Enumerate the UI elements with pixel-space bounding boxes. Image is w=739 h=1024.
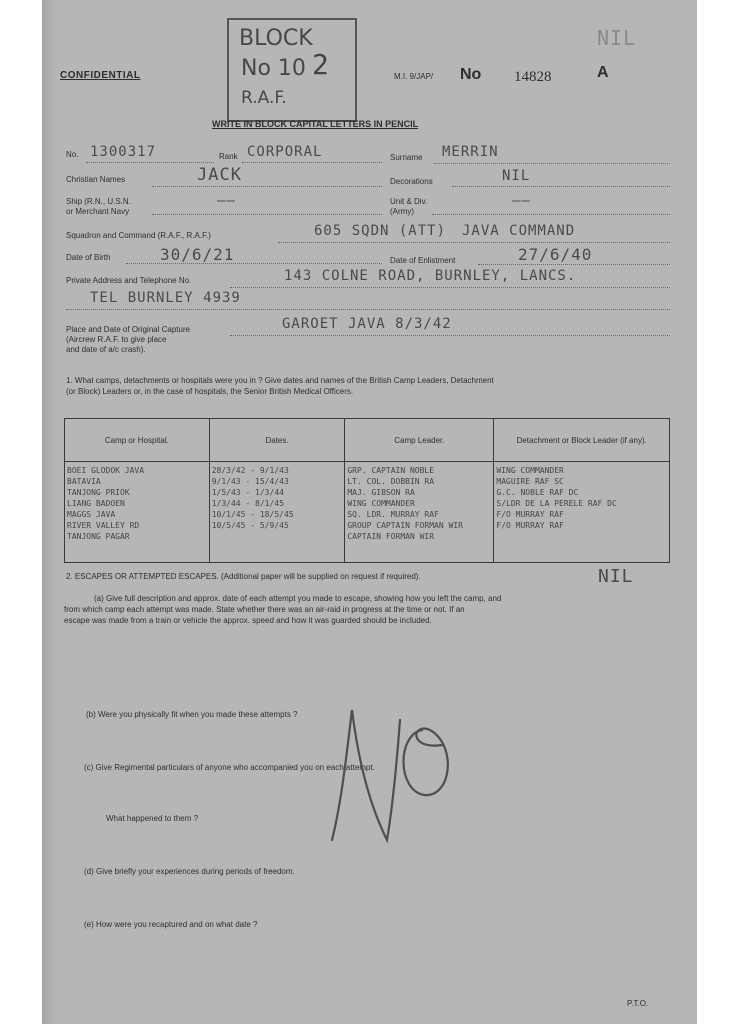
q2d-text: (d) Give briefly your experiences during periods of freedom. [84, 867, 295, 876]
cell-text: TANJONG PRIOK [67, 488, 130, 497]
cell-text: WING COMMANDER [496, 466, 564, 475]
service-no-value: 1300317 [90, 144, 157, 160]
capture-value: GAROET JAVA 8/3/42 [282, 316, 452, 332]
capture-label-2: (Aircrew R.A.F. to give place [66, 335, 167, 344]
camps-cell [65, 462, 210, 563]
stamp-line-2: No 10 [241, 56, 306, 81]
rank-value: CORPORAL [247, 144, 323, 160]
christian-names-label: Christian Names [66, 175, 126, 184]
cell-text: LT. COL. DOBBIN RA [347, 477, 435, 486]
cell-text: F/O MURRAY RAF [496, 510, 564, 519]
block-stamp [227, 18, 357, 122]
dotted-line [152, 214, 382, 215]
cell-text: GROUP CAPTAIN FORMAN WIR [347, 521, 463, 530]
instruction-heading: WRITE IN BLOCK CAPITAL LETTERS IN PENCIL [212, 119, 419, 129]
page-shadow [42, 0, 56, 1024]
camp-leader-cell [345, 462, 494, 563]
cell-text: BOEI GLODOK JAVA [67, 466, 145, 475]
dotted-line [432, 214, 670, 215]
dates-cell [209, 462, 345, 563]
unit-value: —— [512, 193, 531, 209]
dotted-line [478, 264, 670, 265]
dotted-line [452, 186, 670, 187]
cell-text: G.C. NOBLE RAF DC [496, 488, 579, 497]
address-label: Private Address and Telephone No. [66, 276, 192, 285]
cell-text: 10/5/45 - 5/9/45 [211, 521, 289, 530]
cell-text: GRP. CAPTAIN NOBLE [347, 466, 435, 475]
ship-value: —— [217, 193, 236, 209]
cell-text: 10/1/45 - 18/5/45 [211, 510, 294, 519]
ref-prefix: M.I. 9/JAP/ [394, 72, 434, 81]
unit-label-1: Unit & Div. [390, 197, 428, 206]
capture-label-3: and date of a/c crash). [66, 345, 146, 354]
q2c2-text: What happened to them ? [106, 814, 199, 823]
capture-label-1: Place and Date of Original Capture [66, 325, 191, 334]
dotted-line [86, 162, 214, 163]
cell-text: BATAVIA [67, 477, 101, 486]
column-header: Camp Leader. [345, 419, 494, 462]
q2e-text: (e) How were you recaptured and on what date ? [84, 920, 258, 929]
decorations-label: Decorations [390, 177, 433, 186]
cell-text: LIANG BADOEN [67, 499, 125, 508]
dotted-line [126, 263, 382, 264]
q2-heading: 2. ESCAPES OR ATTEMPTED ESCAPES. (Additional paper will be supplied on request if required). [66, 572, 421, 581]
q2a-text-2: from which camp each attempt was made. State whether there was an air-raid in progress at the time or not. If an [64, 605, 465, 614]
cell-text: 9/1/43 - 15/4/43 [211, 477, 289, 486]
cell-text: S/LDR DE LA PERELE RAF DC [496, 499, 617, 508]
dotted-line [278, 242, 670, 243]
q2a-text-1: (a) Give full description and approx. date of each attempt you made to escape, showing how you left the camp, and [94, 594, 502, 603]
cell-text: MAGUIRE RAF SC [496, 477, 564, 486]
unit-label-2: (Army) [390, 207, 414, 216]
table-row [65, 462, 670, 563]
dob-value: 30/6/21 [160, 245, 235, 264]
surname-label: Surname [390, 153, 423, 162]
ship-label-2: or Merchant Navy [66, 207, 130, 216]
rank-label: Rank [219, 152, 238, 161]
q1-text-1: 1. What camps, detachments or hospitals were you in ? Give dates and names of the British Camp Leaders, Detachment [66, 376, 494, 385]
dob-label: Date of Birth [66, 253, 111, 262]
surname-value: MERRIN [442, 144, 499, 160]
stamp-handwritten-2: 2 [312, 48, 330, 81]
q2c-text: (c) Give Regimental particulars of anyone who accompanied you on each attempt. [84, 763, 375, 772]
cell-text: MAJ. GIBSON RA [347, 488, 415, 497]
cell-text: TANJONG PAGAR [67, 532, 130, 541]
cell-text: RIVER VALLEY RD [67, 521, 140, 530]
cell-text: MAGGS JAVA [67, 510, 116, 519]
ref-number: 14828 [514, 69, 552, 85]
corner-note: NIL [597, 26, 637, 50]
pto-label: P.T.O. [627, 999, 649, 1008]
detachment-leader-cell [494, 462, 670, 563]
column-header: Detachment or Block Leader (if any). [494, 419, 670, 462]
address-value-1: 143 COLNE ROAD, BURNLEY, LANCS. [284, 268, 577, 284]
cell-text: WING COMMANDER [347, 499, 415, 508]
q1-text-2: (or Block) Leaders or, in the case of hospitals, the Senior British Medical Officers. [66, 387, 354, 396]
camps-table [64, 418, 670, 563]
stamp-line-1: BLOCK [239, 26, 313, 51]
dotted-line [434, 163, 670, 164]
dotted-line [242, 162, 382, 163]
decorations-value: NIL [502, 168, 531, 184]
ship-label-1: Ship (R.N., U.S.N. [66, 197, 131, 206]
squadron-label: Squadron and Command (R.A.F., R.A.F.) [66, 231, 211, 240]
form-page [42, 0, 697, 1024]
q2b-text: (b) Were you physically fit when you made these attempts ? [86, 710, 298, 719]
enlistment-label: Date of Enlistment [390, 256, 456, 265]
table-header-row [65, 419, 670, 462]
dotted-line [230, 335, 670, 336]
command-value: JAVA COMMAND [462, 223, 576, 239]
squadron-value: 605 SQDN (ATT) [314, 223, 447, 239]
ref-no-label: No [460, 66, 482, 83]
cell-text: 1/3/44 - 8/1/45 [211, 499, 284, 508]
q2-answer: NIL [598, 566, 634, 587]
service-no-label: No. [66, 150, 79, 159]
q2a-text-3: escape was made from a train or vehicle the approx. speed and how it was guarded should be included. [64, 616, 432, 625]
handwritten-no-scribble [312, 690, 462, 850]
stamp-line-3: R.A.F. [241, 88, 287, 108]
christian-names-value: JACK [197, 165, 242, 185]
dotted-line [230, 287, 670, 288]
ref-letter: A [597, 64, 609, 81]
enlistment-value: 27/6/40 [518, 245, 593, 264]
dotted-line [152, 186, 382, 187]
cell-text: 28/3/42 - 9/1/43 [211, 466, 289, 475]
dotted-line [66, 309, 670, 310]
confidential-label: CONFIDENTIAL [60, 70, 141, 81]
column-header: Camp or Hospital. [65, 419, 210, 462]
address-value-2: TEL BURNLEY 4939 [90, 290, 241, 306]
cell-text: CAPTAIN FORMAN WIR [347, 532, 435, 541]
cell-text: F/O MURRAY RAF [496, 521, 564, 530]
cell-text: 1/5/43 - 1/3/44 [211, 488, 284, 497]
column-header: Dates. [209, 419, 345, 462]
cell-text: SQ. LDR. MURRAY RAF [347, 510, 439, 519]
